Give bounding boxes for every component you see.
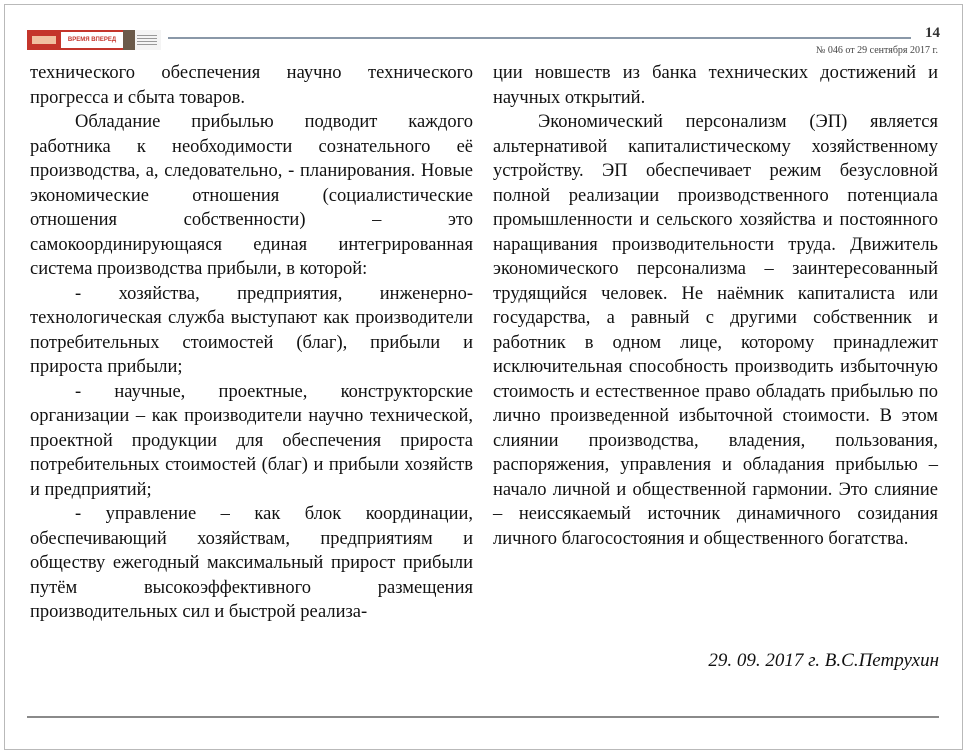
signature: 29. 09. 2017 г. В.С.Петрухин bbox=[708, 650, 939, 671]
logo-photo-icon bbox=[123, 30, 135, 50]
footer-rule bbox=[27, 716, 939, 718]
logo-small-text-icon bbox=[135, 30, 161, 50]
newspaper-logo bbox=[27, 30, 161, 50]
logo-emblem-icon bbox=[27, 30, 61, 50]
header-rule bbox=[168, 37, 911, 39]
paragraph: ции новшеств из банка технических достижений и научных открытий. bbox=[493, 63, 938, 108]
paragraph: технического обеспечения научно технического прогресса и сбыта товаров. bbox=[30, 63, 473, 108]
left-column bbox=[30, 61, 473, 625]
list-item: - хозяйства, предприятия, инженерно-технологическая служба выступают как производители потребительных стоимостей (благ), прибыли и прироста прибыли; bbox=[30, 283, 473, 377]
page-number: 14 bbox=[925, 25, 940, 41]
list-item: - управление – как блок координации, обеспечивающий хозяйствам, предприятиям и обществу ежегодный максимальный прирост прибыли путём высокоэффективного размещения производительных сил и быстрой реализа- bbox=[30, 504, 473, 622]
paragraph: Обладание прибылью подводит каждого работника к необходимости сознательного её производства, а, следовательно, - планирования. Новые экономические отношения (социалистические отношения собственности) – это самокоординирующаяся единая интегрированная система производства прибыли, в которой: bbox=[30, 112, 473, 279]
paragraph: Экономический персонализм (ЭП) является альтернативой капиталистическому хозяйственному устройству. ЭП обеспечивает режим безусловной полной реализации производственного потенциала промышленности и сельского хозяйства и постоянного наращивания производительности труда. Движитель экономического персонализма – заинтересованный трудящийся человек. Не наёмник капиталиста или государства, а равный с другими собственник и работник в одном лице, которому принадлежит исключительная способность производить избыточную стоимость и естественное право обладать прибылью по лично произведенной избыточной стоимости. В этом слиянии производства, владения, пользования, распоряжения, управления и обладания прибылью – начало личной и общественной гармонии. Это слияние – неиссякаемый источник динамичного созидания личного благосостояния и общественного богатства. bbox=[493, 112, 938, 549]
right-column bbox=[493, 61, 938, 551]
list-item: - научные, проектные, конструкторские организации – как производители научно технической, проектной продукции для обеспечения прироста потребительных стоимостей (благ) и прибыли хозяйств и предприятий; bbox=[30, 381, 473, 500]
issue-info: № 046 от 29 сентября 2017 г. bbox=[815, 45, 938, 56]
logo-title: ВРЕМЯ ВПЕРЕД bbox=[61, 30, 123, 50]
